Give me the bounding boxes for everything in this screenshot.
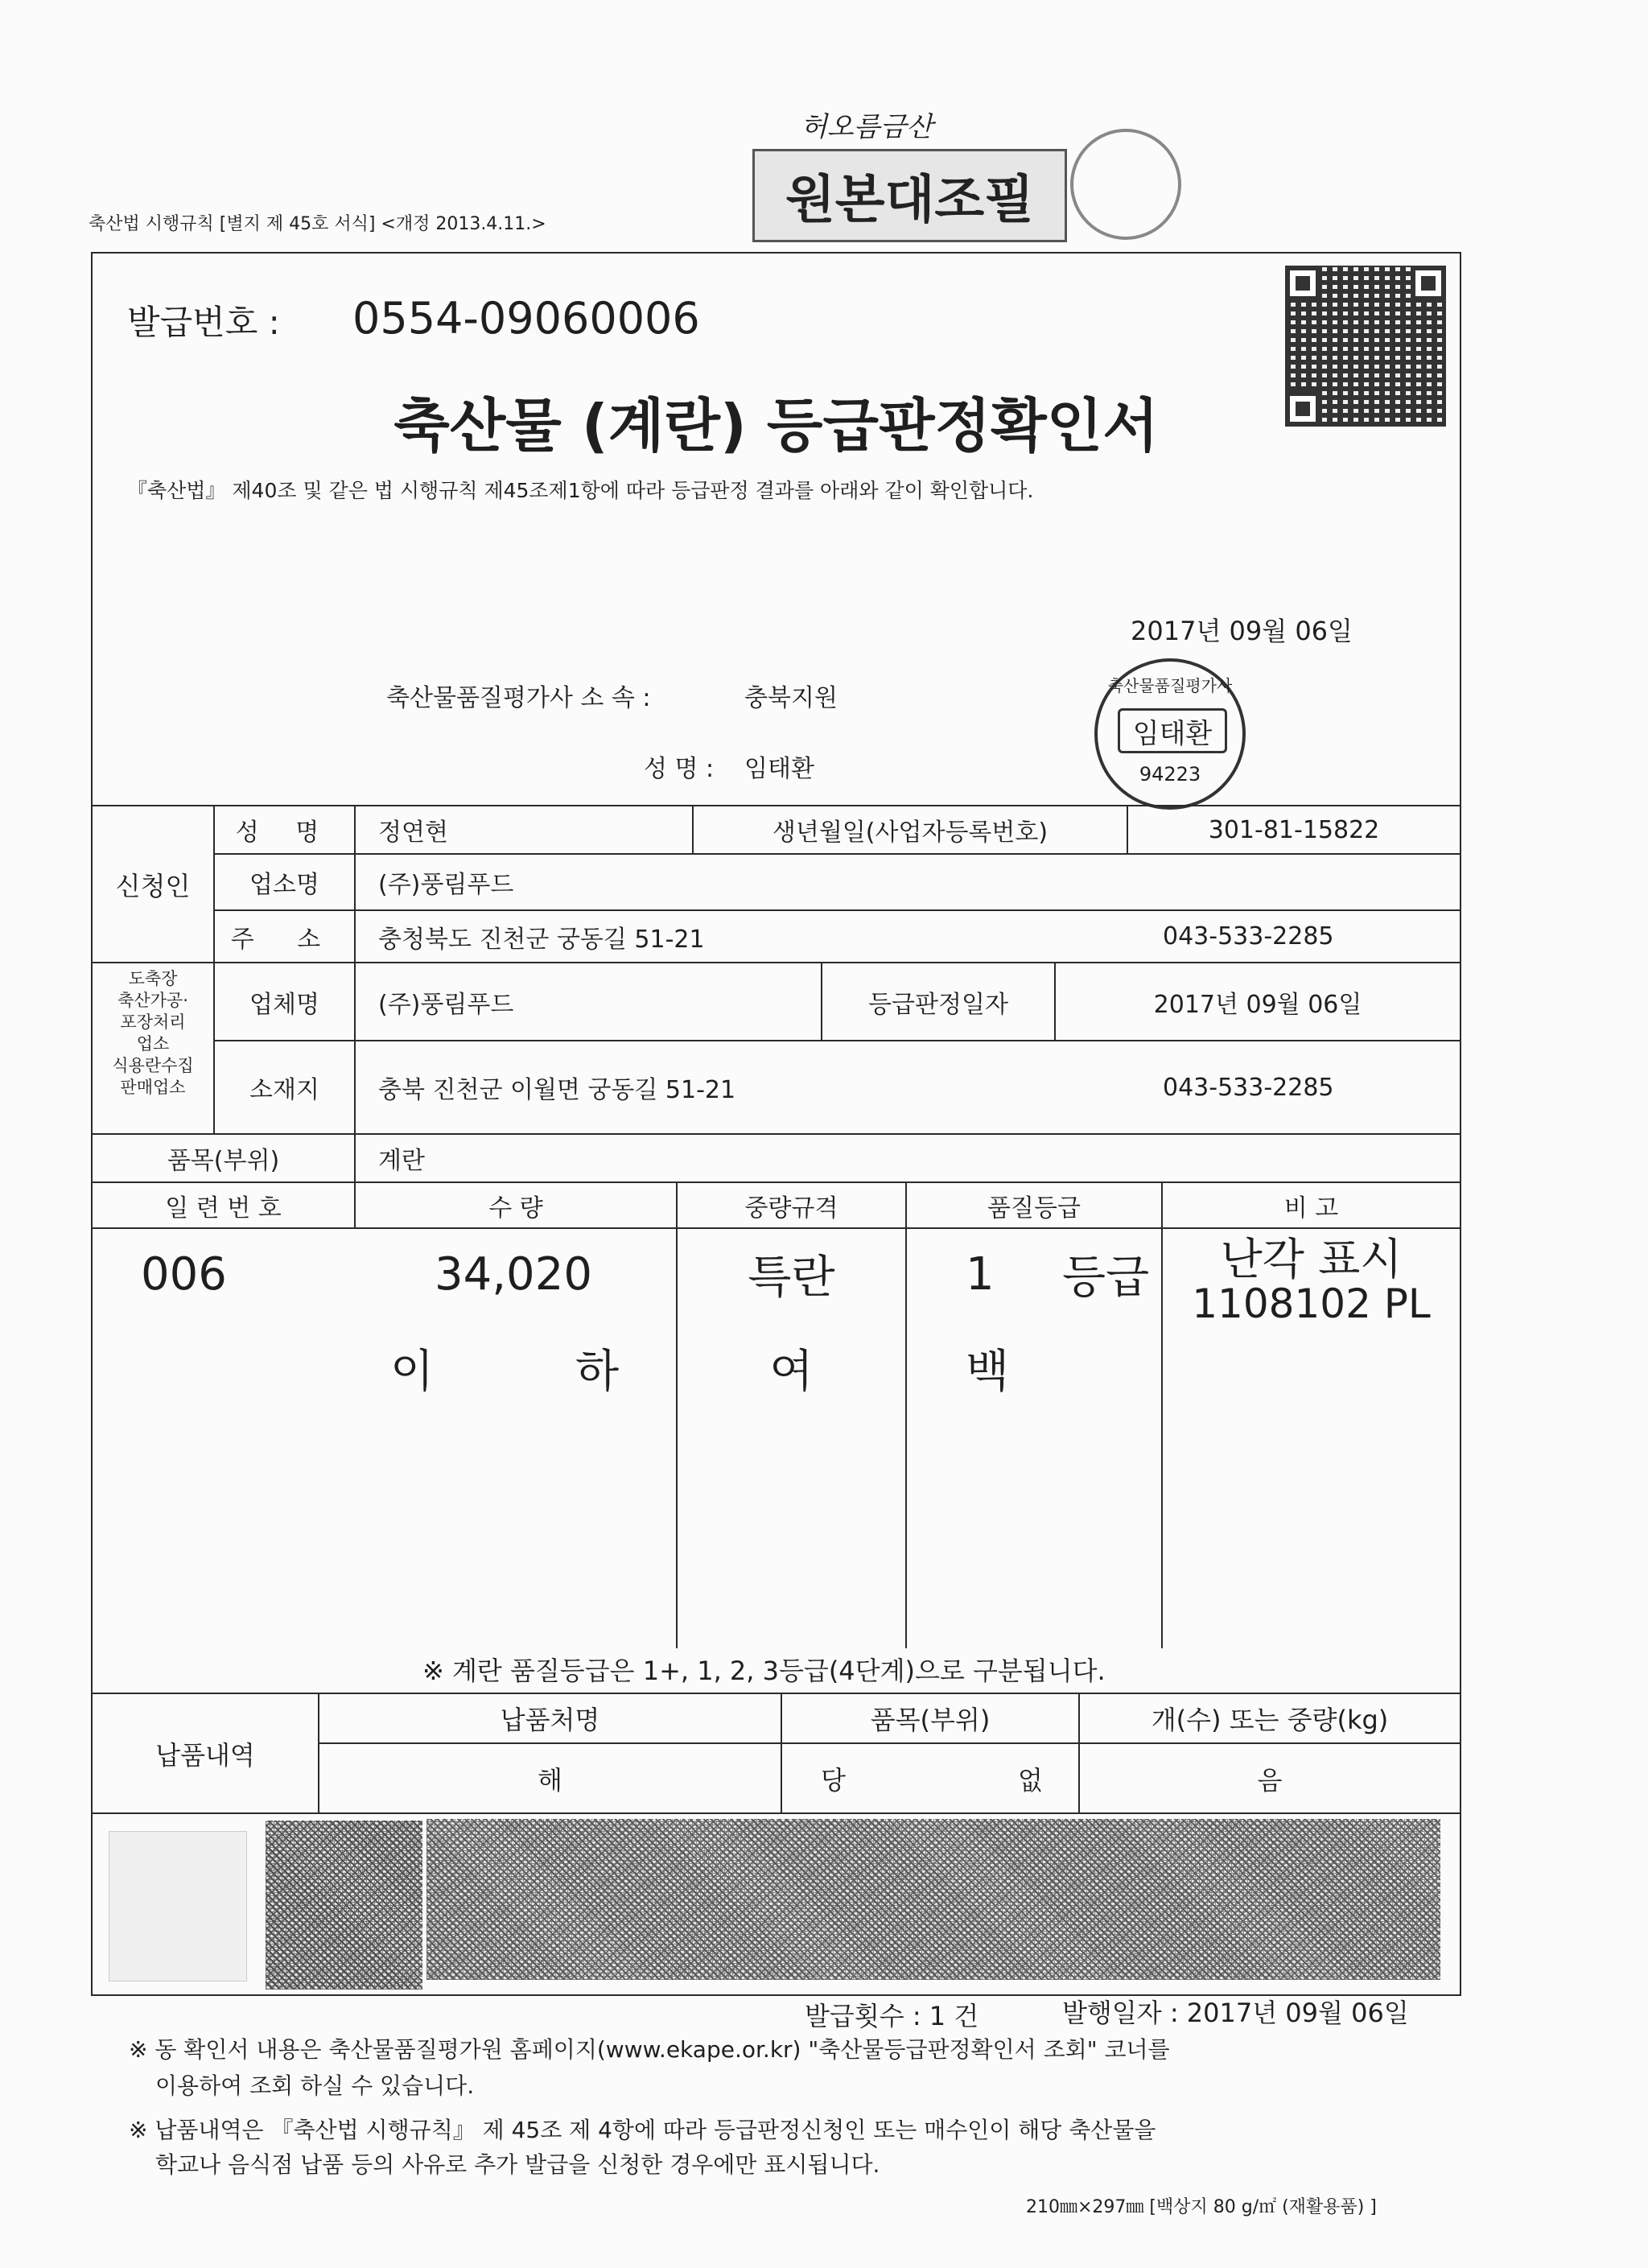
delivery-header-destination: 납품처명: [500, 1705, 600, 1735]
intro-text: 『축산법』 제40조 및 같은 법 시행규칙 제45조제1항에 따라 등급판정 결과를 아래와 같이 확인합니다.: [127, 479, 1034, 502]
header-quantity: 수 량: [488, 1194, 543, 1223]
footer-note-2: ※ 납품내역은 『축산법 시행규칙』 제 45조 제 4항에 따라 등급판정신청인 또는 매수인이 해당 축산물을: [129, 2117, 1156, 2143]
table-line: [91, 1812, 1461, 1814]
security-noise-pattern-icon: [426, 1819, 1440, 1980]
grader-affiliation-label: 축산물품질평가사 소 속 :: [386, 684, 651, 712]
facility-location: 충북 진천군 이월면 궁동길 51-21: [378, 1076, 736, 1104]
facility-label-line: 업소: [136, 1034, 170, 1054]
grader-seal-icon: [1094, 658, 1246, 810]
table-line: [905, 1181, 907, 1648]
below-mark: 하: [575, 1346, 620, 1398]
grade-footnote: ※ 계란 품질등급은 1+, 1, 2, 3등급(4단계)으로 구분됩니다.: [422, 1648, 1106, 1690]
applicant-company: (주)풍림푸드: [378, 871, 514, 899]
item-label: 품목(부위): [167, 1147, 280, 1175]
header-weight-grade: 중량규격: [744, 1194, 838, 1223]
issue-number-label: 발급번호 :: [127, 303, 280, 342]
facility-label-line: 판매업소: [120, 1078, 186, 1097]
frame-right: [1460, 252, 1461, 1996]
facility-phone: 043-533-2285: [1163, 1073, 1334, 1102]
weight-grade-value: 특란: [748, 1252, 835, 1304]
grader-affiliation: 충북지원: [744, 684, 838, 712]
birth-label: 생년월일(사업자등록번호): [772, 819, 1049, 847]
item-value: 계란: [378, 1147, 425, 1175]
footer-note-1: ※ 동 확인서 내용은 축산물품질평가원 홈페이지(www.ekape.or.kr) "축산물등급판정확인서 조회" 코너를: [129, 2036, 1170, 2063]
footer-note-2-cont: 학교나 음식점 납품 등의 사유로 추가 발급을 신청한 경우에만 표시됩니다.: [155, 2151, 880, 2178]
facility-label-line: 식용란수집: [112, 1056, 194, 1075]
grading-date-label: 등급판정일자: [868, 990, 1008, 1019]
seal-number: 94223: [1139, 763, 1201, 786]
document-title: 축산물 (계란) 등급판정확인서: [393, 392, 1159, 460]
delivery-header-item: 품목(부위): [870, 1705, 991, 1735]
delivery-value: 음: [1257, 1764, 1283, 1796]
stamp-seal-icon: [1070, 129, 1181, 240]
seal-ring-text: 축산물품질평가사: [1107, 675, 1233, 695]
facility-label-line: 포장처리: [120, 1012, 186, 1032]
business-number: 301-81-15822: [1208, 815, 1380, 844]
applicant-phone: 043-533-2285: [1163, 922, 1334, 950]
facility-label-line: 도축장: [128, 969, 178, 988]
remark-line-1: 난각 표시: [1220, 1233, 1403, 1285]
below-mark: 백: [966, 1346, 1010, 1398]
grading-date: 2017년 09월 06일: [1153, 990, 1362, 1019]
table-line: [354, 805, 356, 1133]
applicant-address-label: 주 소: [230, 925, 339, 954]
remark-line-2: 1108102 PL: [1192, 1280, 1431, 1327]
quality-grade-number: 1: [966, 1247, 995, 1301]
facility-company: (주)풍림푸드: [378, 990, 514, 1019]
delivery-label: 납품내역: [155, 1739, 255, 1771]
issue-count: 발급횟수 : 1 건: [805, 2001, 979, 2031]
security-mark-icon: [109, 1831, 247, 1981]
quality-grade-unit: 등급: [1062, 1252, 1150, 1304]
applicant-address: 충청북도 진천군 궁동길 51-21: [378, 925, 705, 954]
delivery-value: 없: [1018, 1764, 1043, 1796]
handwritten-note: 허오름금산: [801, 111, 933, 143]
delivery-value: 당: [821, 1764, 846, 1796]
header-quality-grade: 품질등급: [987, 1194, 1081, 1223]
facility-location-label: 소재지: [249, 1076, 319, 1104]
delivery-header-amount: 개(수) 또는 중량(kg): [1151, 1705, 1389, 1735]
applicant-name-label: 성 명: [235, 819, 334, 847]
applicant-section-label: 신청인: [115, 870, 191, 901]
footer-note-1-cont: 이용하여 조회 하실 수 있습니다.: [155, 2072, 475, 2099]
frame-top: [91, 252, 1461, 254]
paper-spec: 210㎜×297㎜ [백상지 80 g/㎡ (재활용품) ]: [1026, 2196, 1377, 2217]
seal-name: 임태환: [1118, 708, 1227, 753]
header-serial: 일 련 번 호: [165, 1194, 282, 1223]
below-mark: 이: [390, 1346, 435, 1398]
certified-copy-stamp: 원본대조필: [752, 149, 1067, 242]
facility-label-line: 축산가공·: [117, 991, 188, 1010]
form-note: 축산법 시행규칙 [별지 제 45호 서식] <개정 2013.4.11.>: [89, 213, 546, 234]
facility-section-label: [93, 968, 213, 1099]
issue-date: 2017년 09월 06일: [1131, 616, 1353, 646]
grader-name-label: 성 명 :: [644, 755, 715, 783]
applicant-name: 정연현: [378, 819, 448, 847]
issue-date-footer: 발행일자 : 2017년 09월 06일: [1062, 1998, 1409, 2028]
below-mark: 여: [769, 1346, 814, 1398]
grader-name: 임태환: [744, 755, 814, 783]
issue-number: 0554-09060006: [352, 292, 700, 344]
applicant-company-label: 업소명: [249, 871, 319, 899]
security-pattern-icon: [266, 1821, 422, 1990]
facility-company-label: 업체명: [249, 990, 319, 1019]
delivery-value: 해: [538, 1764, 562, 1796]
serial-value: 006: [141, 1247, 227, 1301]
quantity-value: 34,020: [435, 1247, 592, 1301]
header-remark: 비 고: [1283, 1194, 1339, 1223]
